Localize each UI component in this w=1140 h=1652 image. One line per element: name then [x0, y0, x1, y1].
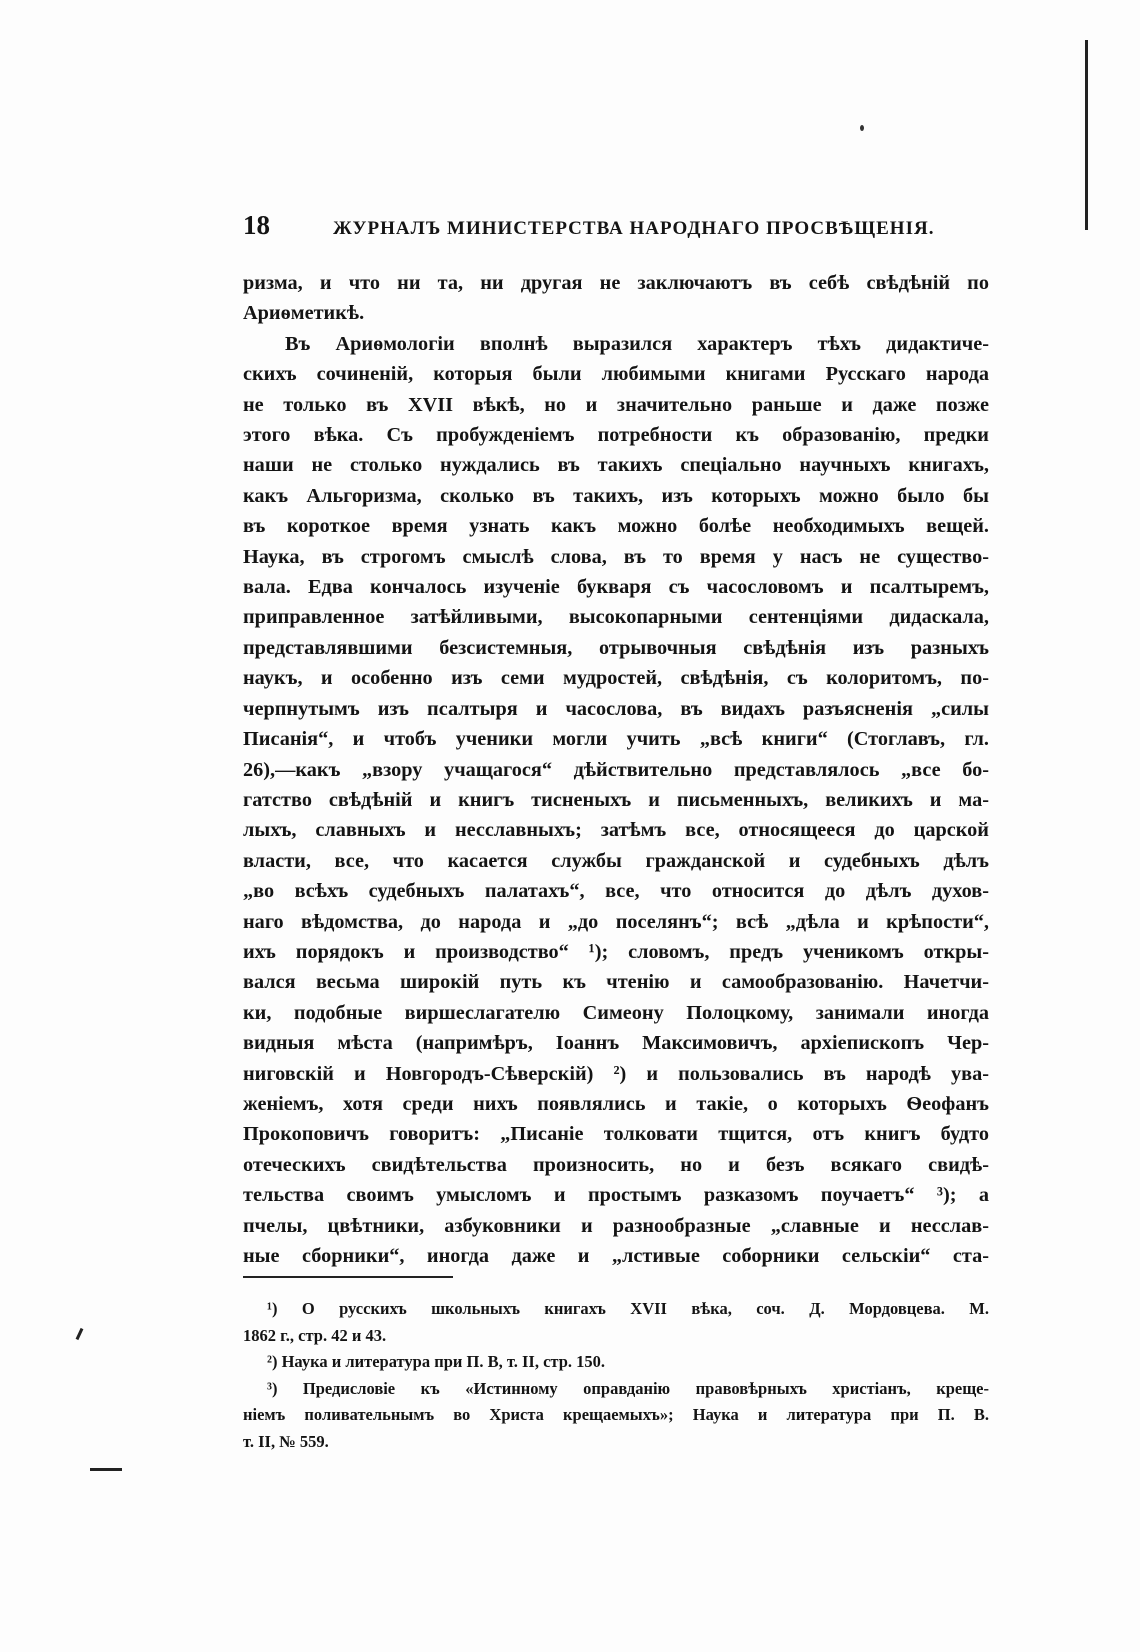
text-line: Ариѳметикѣ. [243, 302, 365, 325]
text-line: ки, подобные виршеслагателю Симеону Полоцкому, занимали иногда [243, 1001, 989, 1024]
page-number: 18 [243, 210, 270, 240]
text-line: наго вѣдомства, до народа и „до поселянъ“; всѣ „дѣла и крѣпости“, [243, 910, 989, 933]
text-line: скихъ сочиненій, которыя были любимыми книгами Русскаго народа [243, 363, 989, 386]
text-line: лыхъ, славныхъ и несславныхъ; затѣмъ все, относящееся до царской [243, 819, 989, 842]
text-line: видныя мѣста (напримѣръ, Іоаннъ Максимовичъ, архіепископъ Чер- [243, 1032, 989, 1055]
footnote-rule [243, 1276, 453, 1278]
text-line: вался весьма широкій путь къ чтенію и самообразованію. Начетчи- [243, 971, 989, 994]
text-line: вала. Едва кончалось изученіе букваря съ часословомъ и псалтыремъ, [243, 576, 989, 599]
footnote-line: ніемъ поливательнымъ во Христа крещаемыхъ»; Наука и литература при П. В. [243, 1405, 989, 1425]
text-line: гатство свѣдѣній и книгъ тисненыхъ и письменныхъ, великихъ и ма- [243, 788, 989, 811]
text-line: женіемъ, хотя среди нихъ появлялись и такіе, о которыхъ Ѳеофанъ [243, 1092, 989, 1115]
speck-mark [860, 125, 864, 131]
footnote-line: 1862 г., стр. 42 и 43. [243, 1325, 387, 1345]
text-line: Наука, въ строгомъ смыслѣ слова, въ то время у насъ не существо- [243, 545, 989, 568]
footnote-line: ³) Предисловіе къ «Истинному оправданію правовѣрныхъ христіанъ, креще- [267, 1378, 989, 1398]
text-line: въ короткое время узнать какъ можно болѣе необходимыхъ вещей. [243, 515, 989, 538]
page-header [243, 210, 989, 250]
text-line: представлявшими безсистемныя, отрывочныя свѣдѣнія изъ разныхъ [243, 636, 989, 659]
text-line: Въ Ариѳмологіи вполнѣ выразился характеръ тѣхъ дидактиче- [285, 332, 989, 355]
footnote-line: т. II, № 559. [243, 1431, 329, 1451]
text-line: отеческихъ свидѣтельства произносить, но и безъ всякаго свидѣ- [243, 1153, 989, 1176]
text-line: пчелы, цвѣтники, азбуковники и разнообразные „славные и несслав- [243, 1214, 989, 1237]
text-line: „во всѣхъ судебныхъ палатахъ“, все, что относится до дѣлъ духов- [243, 880, 989, 903]
running-title: ЖУРНАЛЪ МИНИСТЕРСТВА НАРОДНАГО ПРОСВѢЩЕНІЯ. [333, 218, 935, 239]
text-line: черпнутымъ изъ псалтыря и часослова, въ видахъ разъясненія „силы [243, 697, 989, 720]
text-line: ризма, и что ни та, ни другая не заключаютъ въ себѣ свѣдѣній по [243, 272, 989, 294]
text-line: Писанія“, и чтобъ ученики могли учить „всѣ книги“ (Стоглавъ, гл. [243, 728, 989, 751]
text-line: 26),—какъ „взору учащагося“ дѣйствительно представлялось „все бо- [243, 758, 989, 781]
text-line: ные сборники“, иногда даже и „лстивые соборники сельскіи“ ста- [243, 1245, 989, 1267]
text-line: власти, все, что касается службы гражданской и судебныхъ дѣлъ [243, 849, 989, 872]
footnotes [243, 1296, 989, 1456]
text-line: какъ Альгоризма, сколько въ такихъ, изъ которыхъ можно было бы [243, 484, 989, 507]
text-line: ниговскій и Новгородъ-Сѣверскій) ²) и пользовались въ народѣ ува- [243, 1062, 989, 1085]
footnote-line: ²) Наука и литература при П. В, т. II, стр. 150. [267, 1352, 606, 1372]
text-line: приправленное затѣйливыми, высокопарными сентенціями дидаскала, [243, 606, 989, 629]
text-line: этого вѣка. Съ пробужденіемъ потребности къ образованію, предки [243, 424, 989, 447]
body-text [243, 268, 989, 1271]
text-line: наши не столько нуждались въ такихъ спеціально научныхъ книгахъ, [243, 454, 989, 477]
margin-mark [90, 1468, 122, 1471]
text-line: Прокоповичъ говоритъ: „Писаніе толковати тщится, отъ книгъ будто [243, 1123, 989, 1146]
text-line: не только въ XVII вѣкѣ, но и значительно раньше и даже позже [243, 393, 989, 416]
page-edge-mark [1085, 40, 1088, 230]
text-line: тельства своимъ умысломъ и простымъ разказомъ поучаетъ“ ³); а [243, 1184, 989, 1207]
text-line: ихъ порядокъ и производство“ ¹); словомъ, предъ ученикомъ откры- [243, 940, 989, 963]
text-line: наукъ, и особенно изъ семи мудростей, свѣдѣнія, съ колоритомъ, по- [243, 667, 989, 690]
footnote-line: ¹) О русскихъ школьныхъ книгахъ XVII вѣка, соч. Д. Мордовцева. М. [267, 1299, 989, 1318]
